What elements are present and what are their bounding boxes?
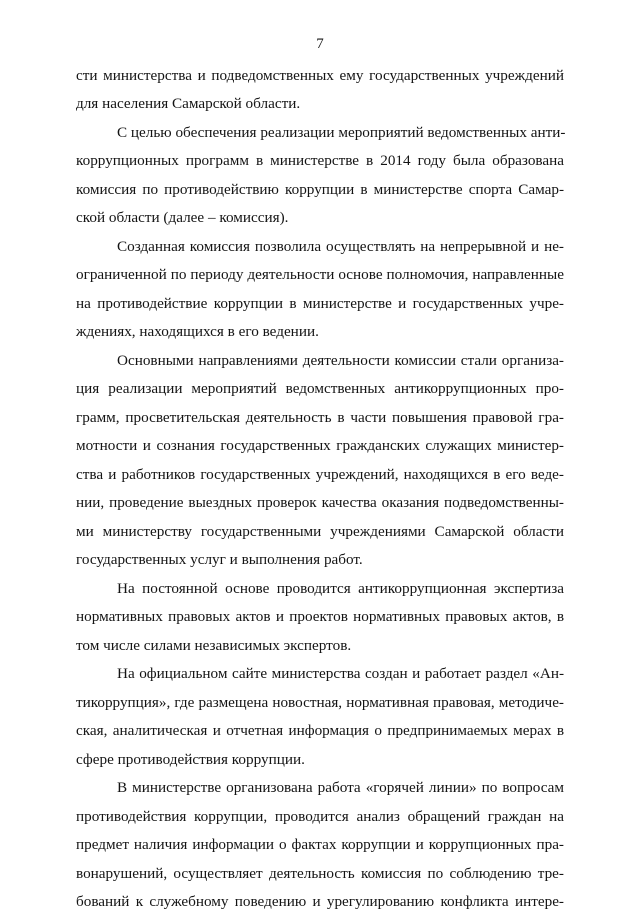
text-line: ми министерству государственными учреждениями Самарской области xyxy=(76,523,564,540)
text-line: ждениях, находящихся в его ведении. xyxy=(76,323,319,340)
text-line: Созданная комиссия позволила осуществлять на непрерывной и не- xyxy=(117,238,564,255)
text-line: ограниченной по периоду деятельности основе полномочия, направленные xyxy=(76,266,564,283)
text-line: грамм, просветительская деятельность в части повышения правовой гра- xyxy=(76,409,564,426)
text-line: нии, проведение выездных проверок качества оказания подведомственны- xyxy=(76,494,564,511)
text-line: бований к служебному поведению и урегулированию конфликта интере- xyxy=(76,893,564,910)
page-number: 7 xyxy=(316,36,324,52)
text-line: государственных услуг и выполнения работ. xyxy=(76,551,363,568)
text-line: том числе силами независимых экспертов. xyxy=(76,637,352,654)
text-line: вонарушений, осуществляет деятельность комиссия по соблюдению тре- xyxy=(76,865,564,882)
text-line: Основными направлениями деятельности комиссии стали организа- xyxy=(117,352,564,369)
text-line: ства и работников государственных учреждений, находящихся в его веде- xyxy=(76,466,564,483)
text-line: С целью обеспечения реализации мероприятий ведомственных анти- xyxy=(117,124,566,141)
text-line: мотности и сознания государственных гражданских служащих министер- xyxy=(76,437,564,454)
text-line: На официальном сайте министерства создан и работает раздел «Ан- xyxy=(117,665,564,682)
text-line: коррупционных программ в министерстве в 2014 году была образована xyxy=(76,152,564,169)
text-line: противодействия коррупции, проводится анализ обращений граждан на xyxy=(76,808,564,825)
text-line: сфере противодействия коррупции. xyxy=(76,751,305,768)
text-line: ской области (далее – комиссия). xyxy=(76,209,289,226)
text-line: В министерстве организована работа «горячей линии» по вопросам xyxy=(117,779,564,796)
text-line: предмет наличия информации о фактах коррупции и коррупционных пра- xyxy=(76,836,564,853)
text-line: нормативных правовых актов и проектов нормативных правовых актов, в xyxy=(76,608,564,625)
text-line: на противодействие коррупции в министерстве и государственных учре- xyxy=(76,295,564,312)
text-line: сти министерства и подведомственных ему государственных учреждений xyxy=(76,67,564,84)
text-line: комиссия по противодействию коррупции в министерстве спорта Самар- xyxy=(76,181,564,198)
text-line: для населения Самарской области. xyxy=(76,95,301,112)
text-line: ция реализации мероприятий ведомственных антикоррупционных про- xyxy=(76,380,564,397)
text-line: тикоррупция», где размещена новостная, нормативная правовая, методиче- xyxy=(76,694,564,711)
text-line: На постоянной основе проводится антикоррупционная экспертиза xyxy=(117,580,564,597)
text-line: ская, аналитическая и отчетная информация о предпринимаемых мерах в xyxy=(76,722,564,739)
